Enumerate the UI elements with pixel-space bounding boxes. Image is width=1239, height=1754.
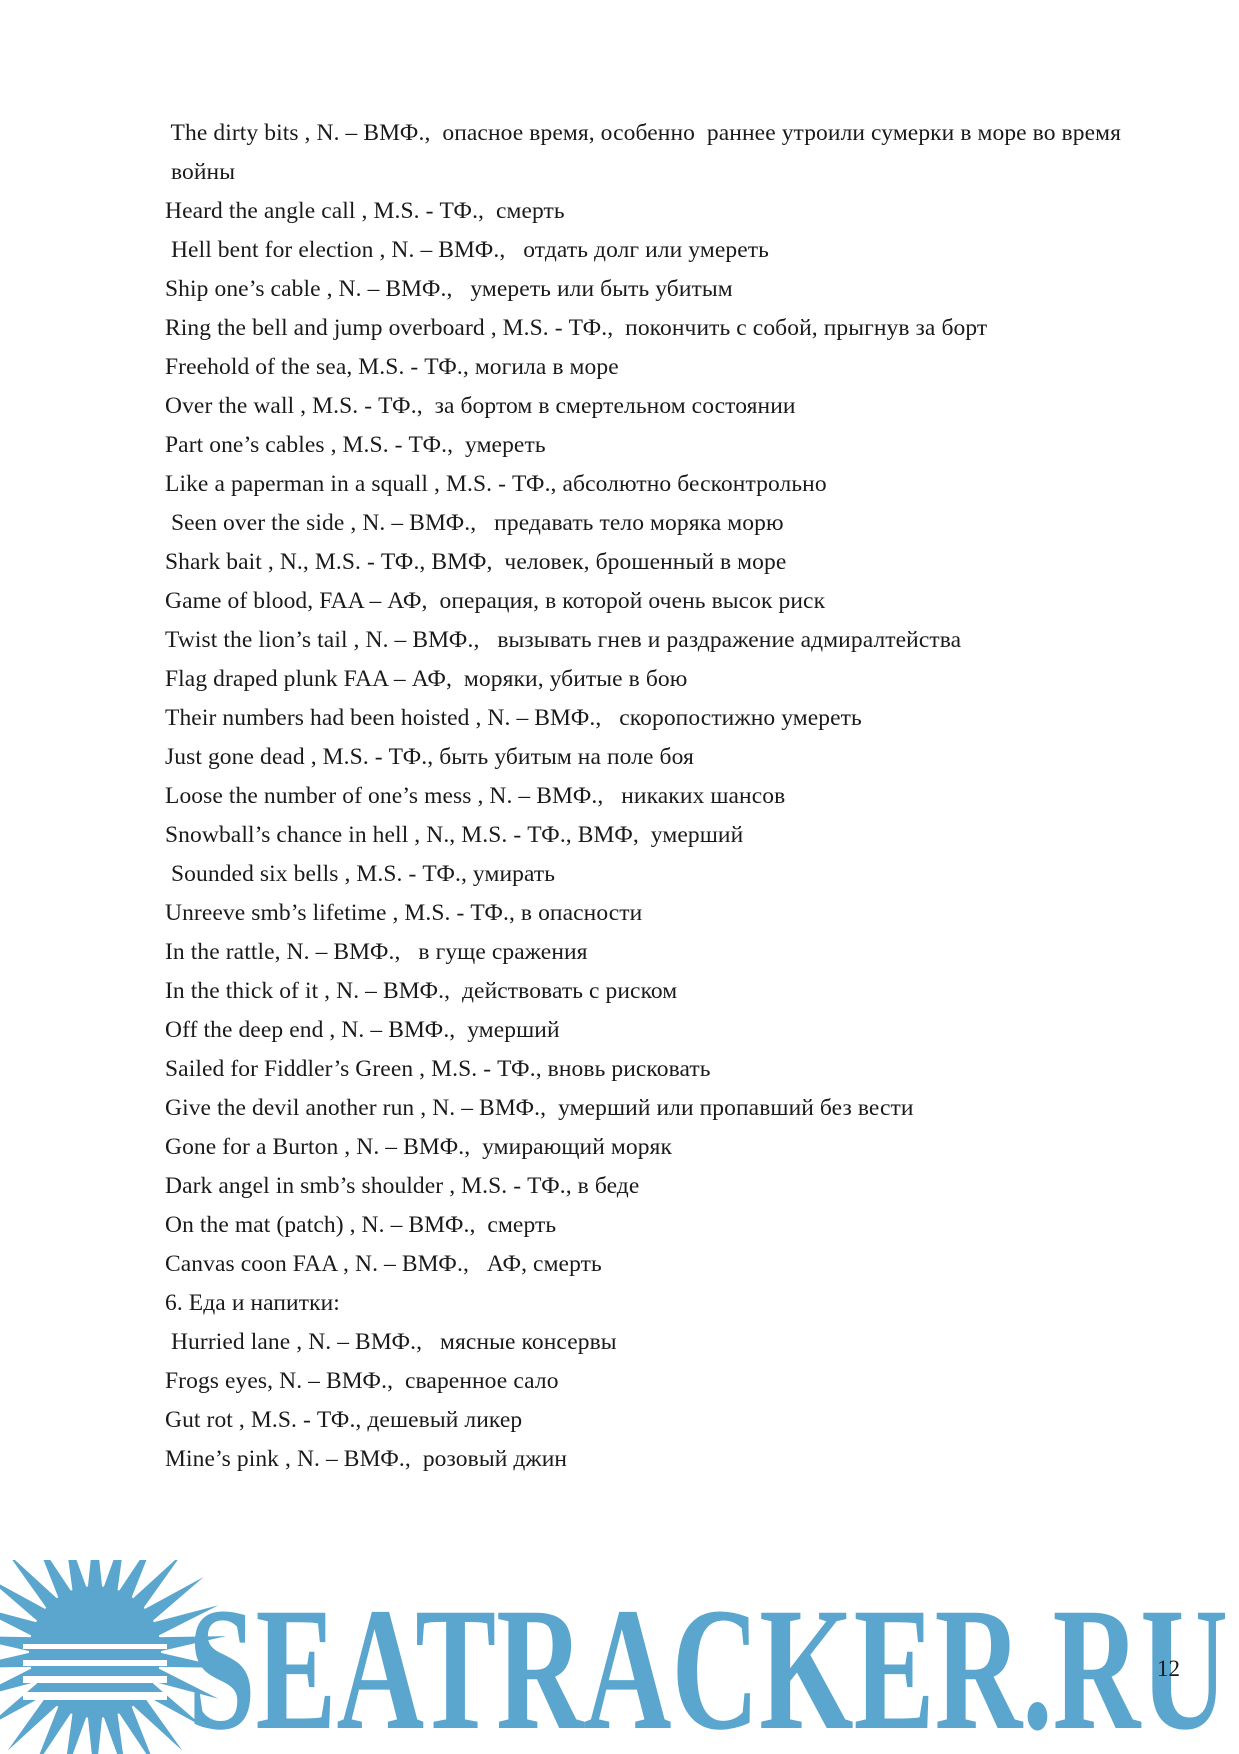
text-line: On the mat (patch) , N. – ВМФ., смерть — [165, 1212, 557, 1238]
text-line: Sounded six bells , M.S. - ТФ., умирать — [165, 861, 556, 887]
watermark-text: SEATRACKER.RU — [188, 1572, 1228, 1754]
page-number: 12 — [1157, 1656, 1180, 1681]
text-line: Hurried lane , N. – ВМФ., мясные консервы — [165, 1329, 617, 1355]
text-line: Frogs eyes, N. – ВМФ., сваренное сало — [165, 1368, 559, 1394]
text-line: войны — [165, 159, 236, 185]
text-line: In the thick of it , N. – ВМФ., действовать с риском — [165, 978, 678, 1004]
text-line: Shark bait , N., M.S. - ТФ., ВМФ, человек, брошенный в море — [165, 549, 787, 575]
text-line: Loose the number of one’s mess , N. – ВМФ., никаких шансов — [165, 783, 786, 809]
text-line: Canvas coon FAA , N. – ВМФ., АФ, смерть — [165, 1251, 602, 1277]
text-line: Gut rot , M.S. - ТФ., дешевый ликер — [165, 1407, 523, 1433]
text-line: Like a paperman in a squall , M.S. - ТФ., абсолютно бесконтрольно — [165, 471, 827, 497]
text-line: The dirty bits , N. – ВМФ., опасное время, особенно раннее утроили сумерки в море во время — [165, 120, 1122, 146]
text-line: Game of blood, FAA – АФ, операция, в которой очень высок риск — [165, 588, 826, 614]
text-line: Flag draped plunk FAA – АФ, моряки, убитые в бою — [165, 666, 688, 692]
text-line: Hell bent for election , N. – ВМФ., отдать долг или умереть — [165, 237, 769, 263]
text-line: Just gone dead , M.S. - ТФ., быть убитым на поле боя — [165, 744, 694, 770]
text-line: Ship one’s cable , N. – ВМФ., умереть или быть убитым — [165, 276, 733, 302]
text-line: Mine’s pink , N. – ВМФ., розовый джин — [165, 1446, 568, 1472]
text-line: Over the wall , M.S. - ТФ., за бортом в смертельном состоянии — [165, 393, 796, 419]
text-line: Sailed for Fiddler’s Green , M.S. - ТФ., вновь рисковать — [165, 1056, 711, 1082]
text-line: Give the devil another run , N. – ВМФ., умерший или пропавший без вести — [165, 1095, 914, 1121]
text-line: Snowball’s chance in hell , N., M.S. - ТФ., ВМФ, умерший — [165, 822, 744, 848]
text-line: Twist the lion’s tail , N. – ВМФ., вызывать гнев и раздражение адмиралтейства — [165, 627, 962, 653]
text-line: Part one’s cables , M.S. - ТФ., умереть — [165, 432, 546, 458]
text-line: Unreeve smb’s lifetime , M.S. - ТФ., в опасности — [165, 900, 643, 926]
section-heading: 6. Еда и напитки: — [165, 1290, 340, 1316]
text-line: In the rattle, N. – ВМФ., в гуще сражения — [165, 939, 588, 965]
text-line: Heard the angle call , M.S. - ТФ., смерть — [165, 198, 565, 224]
text-line: Freehold of the sea, M.S. - ТФ., могила в море — [165, 354, 619, 380]
text-line: Ring the bell and jump overboard , M.S. - ТФ., покончить с собой, прыгнув за борт — [165, 315, 988, 341]
text-line: Their numbers had been hoisted , N. – ВМФ., скоропостижно умереть — [165, 705, 862, 731]
text-line: Dark angel in smb’s shoulder , M.S. - ТФ., в беде — [165, 1173, 640, 1199]
text-line: Seen over the side , N. – ВМФ., предавать тело моряка морю — [165, 510, 784, 536]
text-line: Off the deep end , N. – ВМФ., умерший — [165, 1017, 560, 1043]
watermark — [0, 1560, 1239, 1754]
text-line: Gone for a Burton , N. – ВМФ., умирающий моряк — [165, 1134, 672, 1160]
